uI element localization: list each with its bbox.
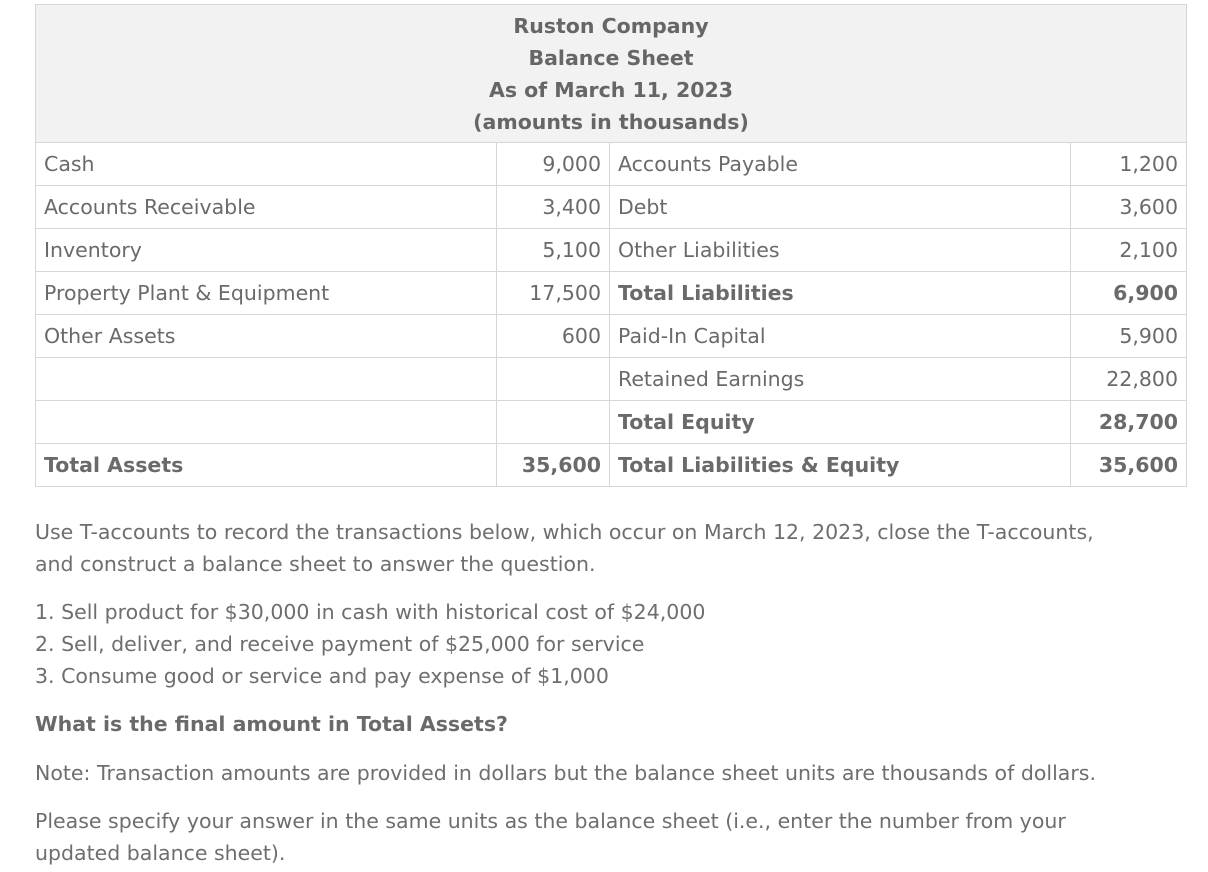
table-row [36,401,1187,444]
statement-units: (amounts in thousands) [473,109,749,134]
table-row [36,358,1187,401]
liability-label: Retained Earnings [610,358,1071,401]
table-row [36,272,1187,315]
asset-value [497,401,610,444]
table-row [36,186,1187,229]
total-liabilities-equity-value: 35,600 [1071,444,1187,487]
total-liabilities-label: Total Liabilities [610,272,1071,315]
total-assets-value: 35,600 [497,444,610,487]
liability-value: 22,800 [1071,358,1187,401]
note-text: Note: Transaction amounts are provided in dollars but the balance sheet units are thousands of dollars. [35,761,1096,785]
asset-value: 9,000 [497,143,610,186]
asset-label: Accounts Receivable [36,186,497,229]
asset-value [497,358,610,401]
total-assets-label: Total Assets [36,444,497,487]
liability-label: Paid-In Capital [610,315,1071,358]
liability-label: Accounts Payable [610,143,1071,186]
list-item: 1. Sell product for $30,000 in cash with historical cost of $24,000 [35,600,706,624]
asset-value: 17,500 [497,272,610,315]
asset-value: 5,100 [497,229,610,272]
balance-sheet-header [36,5,1187,143]
liability-value: 5,900 [1071,315,1187,358]
asset-label [36,401,497,444]
instruction-text: Please specify your answer in the same units as the balance sheet (i.e., enter the number from your updated balance sheet). [35,809,1066,865]
asset-label: Inventory [36,229,497,272]
table-row [36,444,1187,487]
asset-label: Other Assets [36,315,497,358]
total-liabilities-equity-label: Total Liabilities & Equity [610,444,1071,487]
total-equity-label: Total Equity [610,401,1071,444]
liability-value: 1,200 [1071,143,1187,186]
list-item: 2. Sell, deliver, and receive payment of $25,000 for service [35,632,645,656]
total-liabilities-value: 6,900 [1071,272,1187,315]
company-name: Ruston Company [513,13,709,38]
balance-sheet-header-row [36,5,1187,143]
asset-label [36,358,497,401]
table-row [36,143,1187,186]
total-equity-value: 28,700 [1071,401,1187,444]
table-row [36,229,1187,272]
balance-sheet-table [35,4,1187,487]
transaction-list [35,596,1135,692]
asset-label: Cash [36,143,497,186]
intro-text: Use T-accounts to record the transactions below, which occur on March 12, 2023, close the T-accounts, and construct a balance sheet to answer the question. [35,520,1094,576]
liability-value: 2,100 [1071,229,1187,272]
asset-value: 3,400 [497,186,610,229]
list-item: 3. Consume good or service and pay expense of $1,000 [35,664,609,688]
asset-value: 600 [497,315,610,358]
table-row [36,315,1187,358]
liability-label: Other Liabilities [610,229,1071,272]
statement-title: Balance Sheet [528,45,694,70]
liability-value: 3,600 [1071,186,1187,229]
statement-date: As of March 11, 2023 [488,77,734,102]
question-text: What is the final amount in Total Assets? [35,712,508,736]
liability-label: Debt [610,186,1071,229]
asset-label: Property Plant & Equipment [36,272,497,315]
